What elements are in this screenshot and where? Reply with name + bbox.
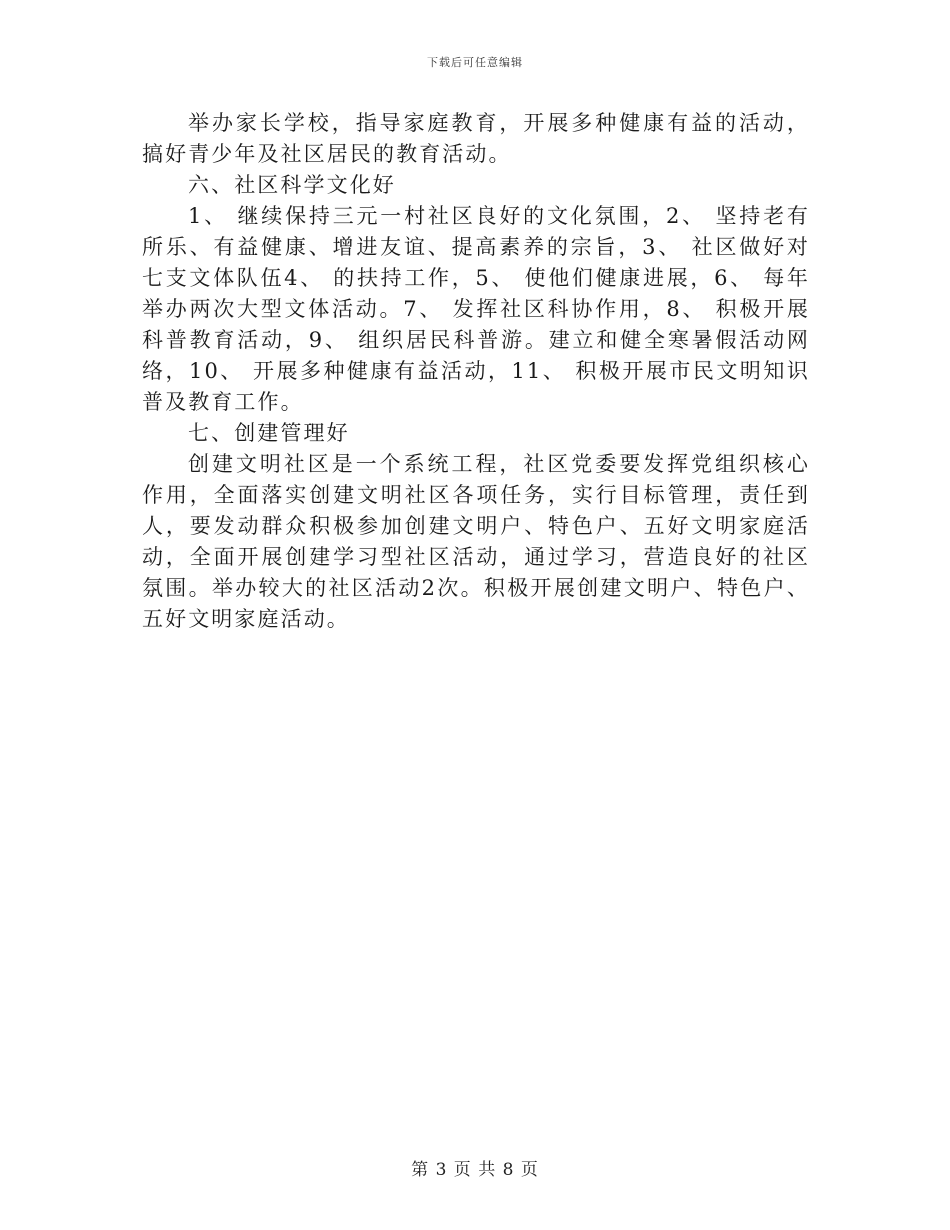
document-body: [142, 108, 810, 635]
section-heading-science-culture: 六、社区科学文化好: [188, 173, 396, 197]
paragraph-civilized-community: 创建文明社区是一个系统工程，社区党委要发挥党组织核心作用，全面落实创建文明社区各项任务，实行目标管理，责任到人，要发动群众积极参加创建文明户、特色户、五好文明家庭活动，全面开展创建学习型社区活动，通过学习，营造良好的社区氛围。举办较大的社区活动2次。积极开展创建文明户、特色户、五好文明家庭活动。: [142, 452, 810, 631]
paragraph-parent-school: 举办家长学校，指导家庭教育，开展多种健康有益的活动，搞好青少年及社区居民的教育活动。: [142, 111, 810, 166]
page-number-footer: 第 3 页 共 8 页: [411, 1160, 539, 1180]
header-note: 下载后可任意编辑: [427, 56, 523, 69]
section-heading-management: 七、创建管理好: [188, 421, 350, 445]
paragraph-culture-activities: 1、 继续保持三元一村社区良好的文化氛围，2、 坚持老有所乐、有益健康、增进友谊、提高素养的宗旨，3、 社区做好对七支文体队伍4、 的扶持工作，5、 使他们健康进展，6、 每年举办两次大型文体活动。7、 发挥社区科协作用，8、 积极开展科普教育活动，9、 组织居民科普游。建立和健全寒暑假活动网络，10、 开展多种健康有益活动，11、 积极开展市民文明知识普及教育工作。: [142, 204, 810, 414]
